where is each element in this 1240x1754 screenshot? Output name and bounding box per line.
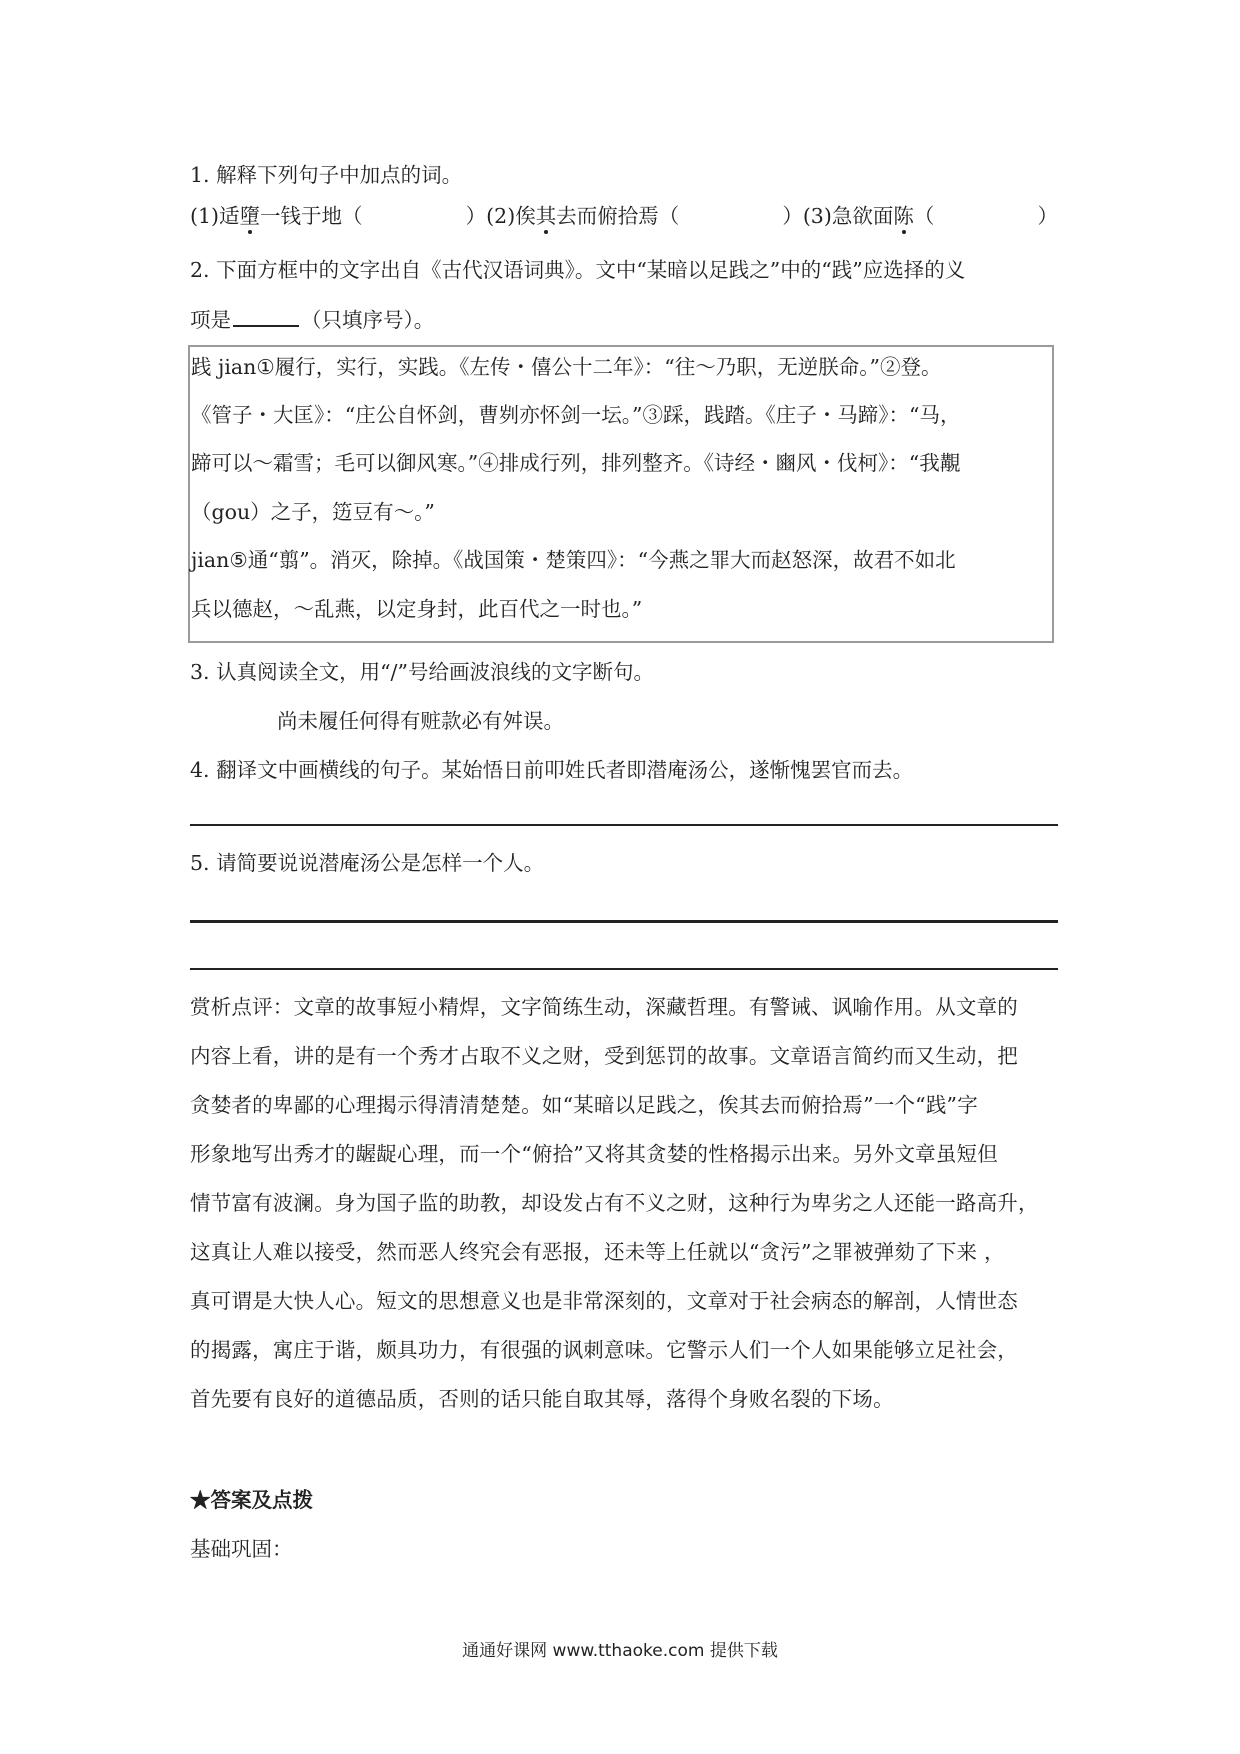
dict-line: jian⑤通“翦”。消灭，除掉。《战国策・楚策四》：“今燕之罪大而赵怒深，故君不如北 — [191, 548, 956, 572]
q3-title: 3. 认真阅读全文，用“/”号给画波浪线的文字断句。 — [190, 660, 654, 684]
dict-line: 兵以德赵，～乱燕，以定身封，此百代之一时也。” — [191, 597, 643, 621]
commentary-line: 真可谓是大快人心。短文的思想意义也是非常深刻的，文章对于社会病态的解剖，人情世态 — [190, 1289, 1018, 1313]
q3-text: 尚未履任何得有赃款必有舛误。 — [277, 709, 564, 733]
dict-line: 蹄可以～霜雪；毛可以御风寒。”④排成行列，排列整齐。《诗经・豳风・伐柯》：“我覯 — [191, 451, 961, 475]
dictionary-box — [188, 345, 1054, 643]
commentary-line: 贪婪者的卑鄙的心理揭示得清清楚楚。如“某暗以足践之，俟其去而俯拾焉”一个“践”字 — [190, 1093, 978, 1117]
q4-title: 4. 翻译文中画横线的句子。某始悟日前叩姓氏者即潜庵汤公，遂惭愧罢官而去。 — [190, 758, 914, 782]
commentary-line: 的揭露，寓庄于谐，颇具功力，有很强的讽刺意味。它警示人们一个人如果能够立足社会， — [190, 1338, 1018, 1362]
commentary-line: 首先要有良好的道德品质，否则的话只能自取其辱，落得个身败名裂的下场。 — [190, 1387, 894, 1411]
q2-line-1: 2. 下面方框中的文字出自《古代汉语词典》。文中“某暗以足践之”中的“践”应选择的义 — [190, 258, 966, 282]
q1-item-1: (1)适墮一钱于地（ — [190, 204, 363, 228]
q1-item-3: ）(3)急欲面陈（ — [782, 204, 935, 228]
dotted-word: 陈 — [893, 204, 914, 228]
commentary-line: 情节富有波澜。身为国子监的助教，却设发占有不义之财，这种行为卑劣之人还能一路高升， — [190, 1191, 1039, 1215]
q5-title: 5. 请简要说说潜庵汤公是怎样一个人。 — [190, 851, 545, 875]
commentary-line: 赏析点评：文章的故事短小精焊，文字简练生动，深藏哲理。有警诫、讽喻作用。从文章的 — [190, 995, 1018, 1019]
q1-item-2: ）(2)俟其去而俯拾焉（ — [465, 204, 680, 228]
commentary-line: 内容上看，讲的是有一个秀才占取不义之财，受到惩罚的故事。文章语言简约而又生动，把 — [190, 1044, 1018, 1068]
q2-line-2: 项是 （只填序号）。 — [190, 308, 435, 332]
dict-line: 《管子・大匡》：“庄公自怀剑，曹刿亦怀剑一坛。”③踩，践踏。《庄子・马蹄》：“马， — [191, 403, 961, 427]
answer-line — [190, 824, 1058, 826]
commentary-line: 形象地写出秀才的龌龊心理，而一个“俯拾”又将其贪婪的性格揭示出来。另外文章虽短但 — [190, 1142, 998, 1166]
answers-subheading: 基础巩固： — [190, 1537, 293, 1561]
dotted-word: 墮 — [239, 204, 261, 228]
answer-line — [190, 920, 1058, 923]
answers-heading: ★答案及点拨 — [190, 1488, 313, 1512]
answer-line — [190, 968, 1058, 970]
q1-title: 1. 解释下列句子中加点的词。 — [190, 163, 463, 187]
q1-items — [190, 206, 1058, 227]
commentary-line: 这真让人难以接受，然而恶人终究会有恶报，还未等上任就以“贪污”之罪被弹劾了下来 ， — [190, 1240, 1005, 1264]
dict-line: 践 jian①履行，实行，实践。《左传・僖公十二年》：“往～乃职，无逆朕命。”②登。 — [191, 355, 942, 379]
dict-line: （gou）之子，笾豆有～。” — [191, 500, 435, 524]
dotted-word: 其 — [535, 204, 557, 228]
page-footer: 通通好课网 www.tthaoke.com 提供下载 — [462, 1641, 778, 1661]
q1-close: ） — [1037, 204, 1058, 228]
answer-blank[interactable] — [233, 309, 299, 327]
